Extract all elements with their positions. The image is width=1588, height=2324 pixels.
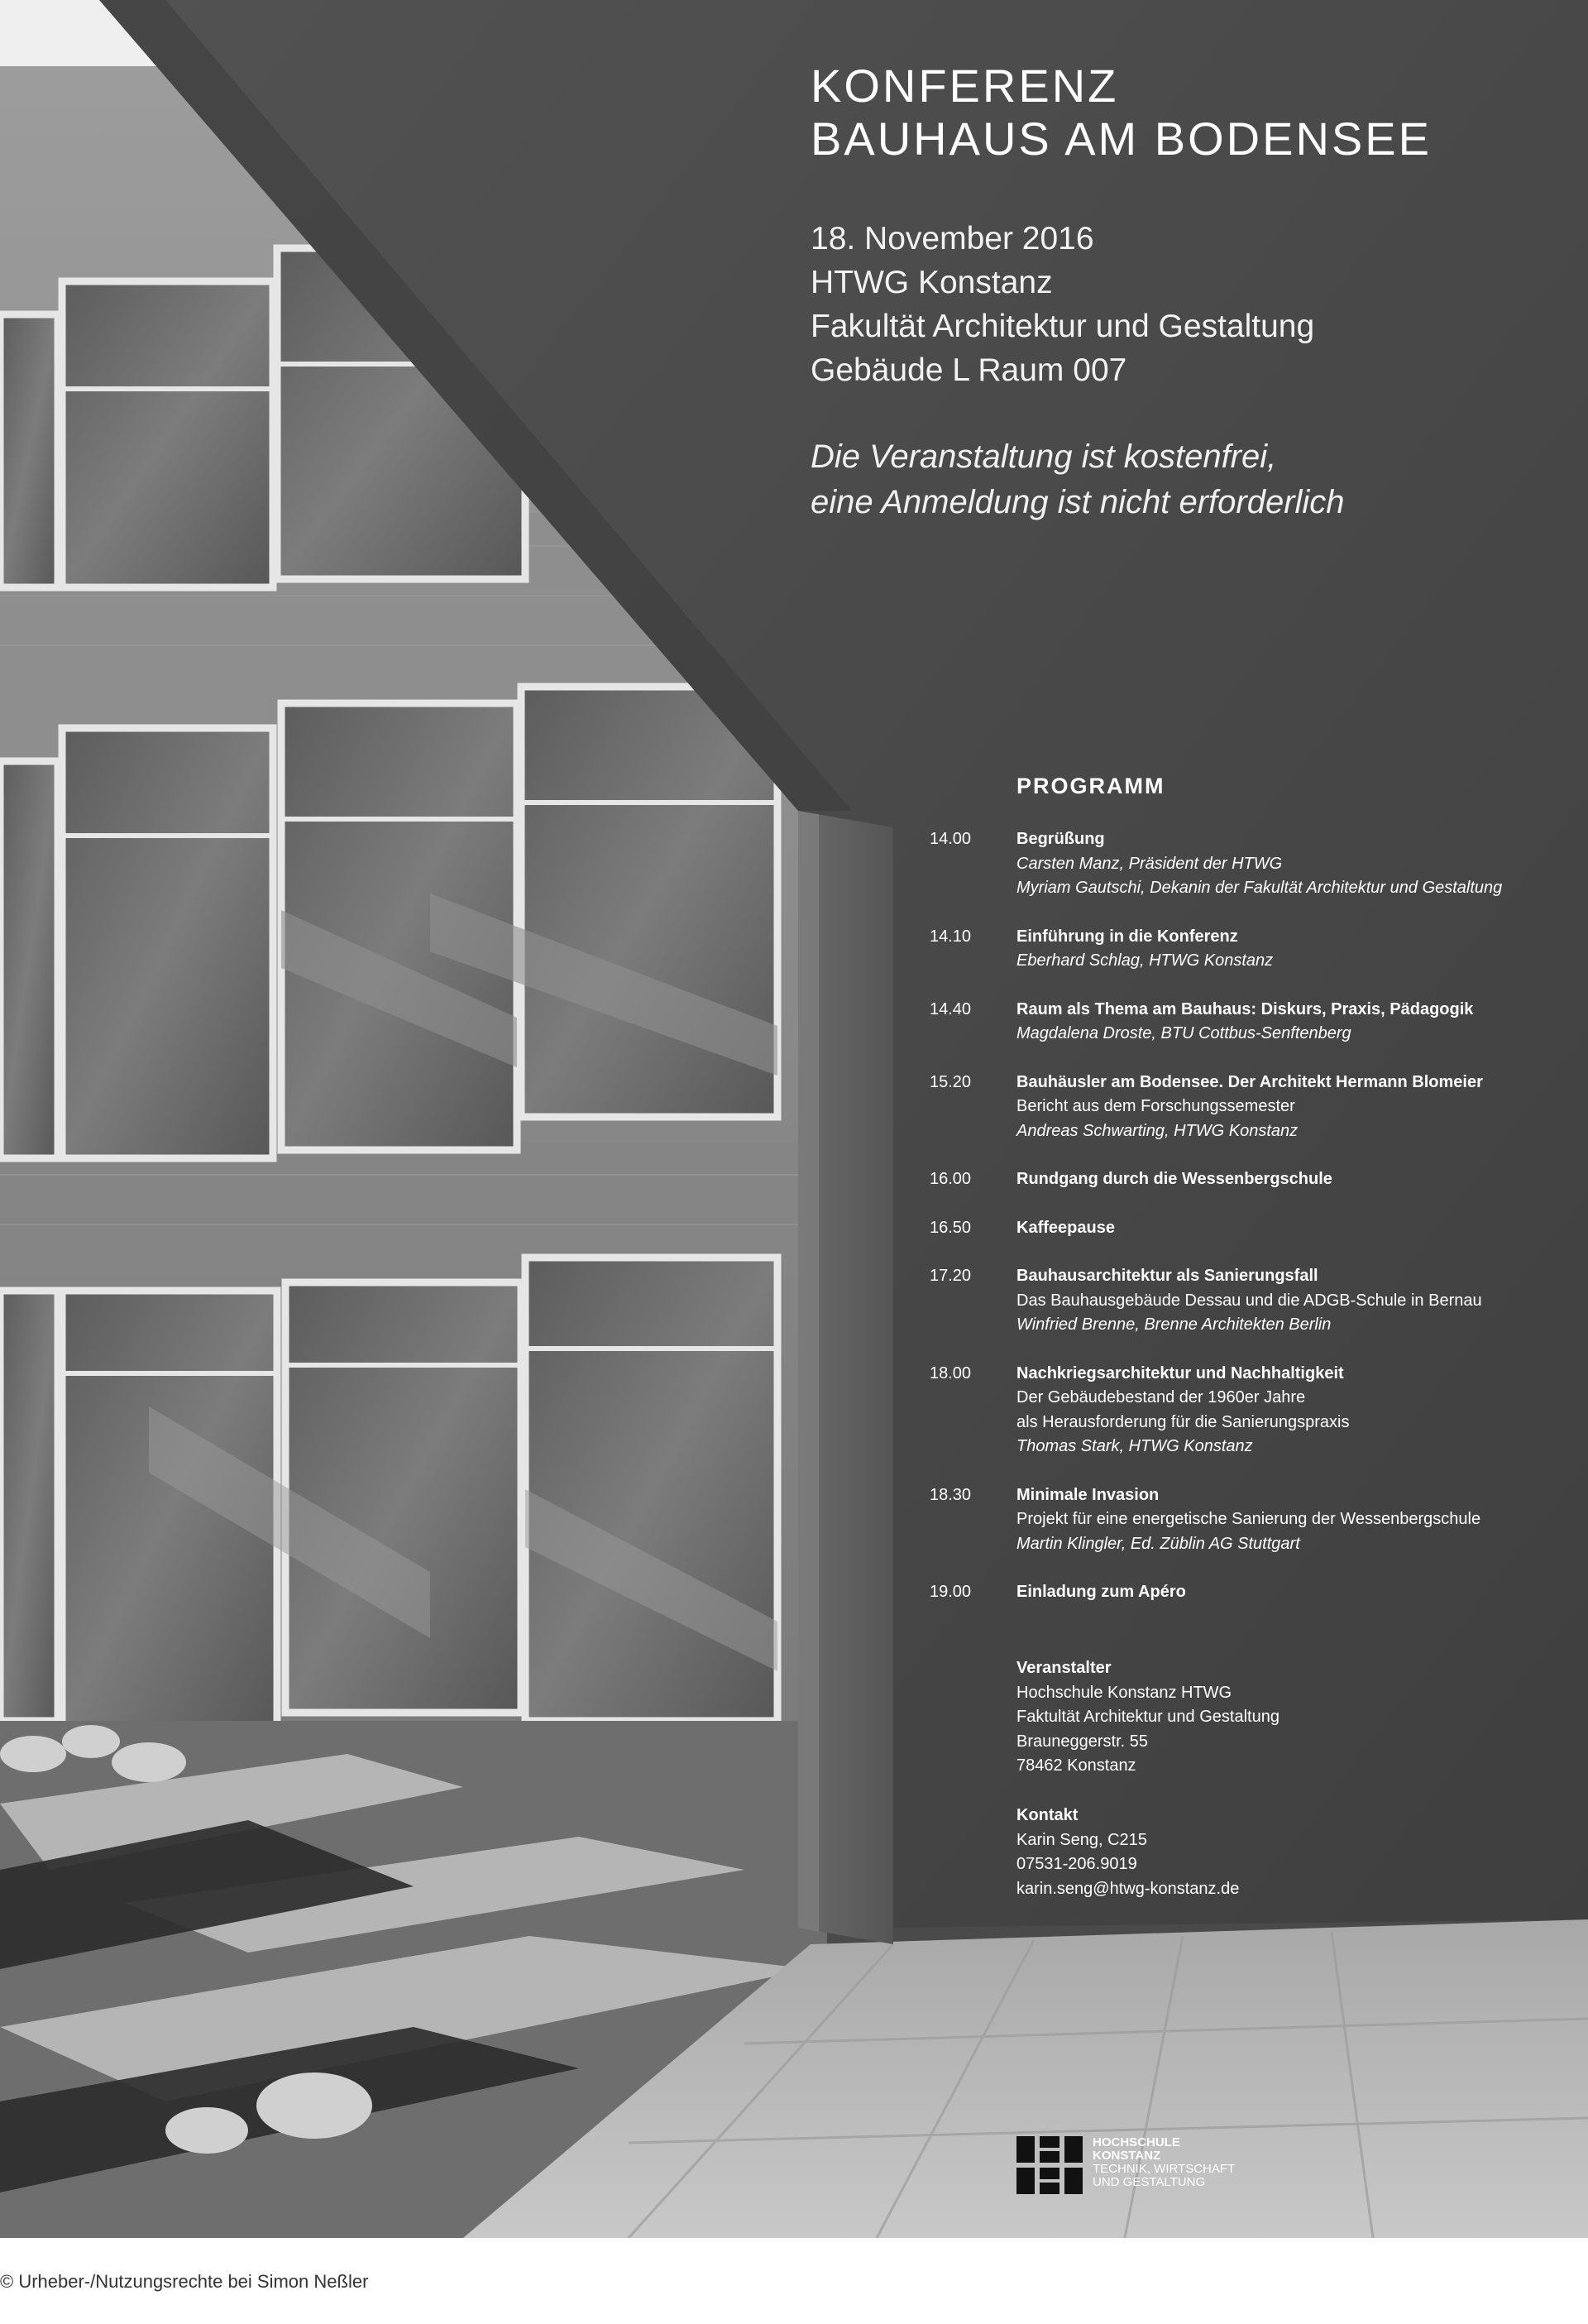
program-body	[1016, 1071, 1588, 1144]
program-speaker: Magdalena Droste, BTU Cottbus-Senftenberg	[1016, 1024, 1351, 1042]
contact-email: karin.seng@htwg-konstanz.de	[1016, 1879, 1240, 1898]
program-subtitle: als Herausforderung für die Sanierungspraxis	[1016, 1412, 1350, 1431]
program-item	[0, 1264, 1588, 1338]
program-body	[1016, 998, 1588, 1047]
htwg-logo-icon	[1016, 2136, 1083, 2194]
program-speaker: Eberhard Schlag, HTWG Konstanz	[1016, 951, 1274, 970]
program-title: Raum als Thema am Bauhaus: Diskurs, Praxis, Pädagogik	[1016, 999, 1474, 1018]
organizer-heading: Veranstalter	[1016, 1659, 1112, 1677]
contact-phone: 07531-206.9019	[1016, 1855, 1137, 1873]
program-title: Bauhausarchitektur als Sanierungsfall	[1016, 1267, 1318, 1285]
program-time: 18.30	[930, 1485, 972, 1504]
program-speaker: Thomas Stark, HTWG Konstanz	[1016, 1437, 1253, 1455]
program-speaker: Winfried Brenne, Brenne Architekten Berlin	[1016, 1315, 1332, 1334]
program-body	[1016, 1580, 1588, 1605]
program-list	[0, 827, 1588, 1629]
program-subtitle: Der Gebäudebestand der 1960er Jahre	[1016, 1388, 1306, 1406]
program-body	[1016, 1362, 1588, 1459]
event-faculty: Fakultät Architektur und Gestaltung	[811, 309, 1315, 344]
program-time: 14.40	[930, 999, 972, 1018]
program-time: 15.20	[930, 1072, 972, 1091]
program-title: Einladung zum Apéro	[1016, 1583, 1186, 1601]
program-time: 14.10	[930, 927, 972, 946]
event-info	[811, 217, 1314, 392]
program-subtitle: Projekt für eine energetische Sanierung der Wessenbergschule	[1016, 1510, 1481, 1528]
program-item	[0, 925, 1588, 974]
program-time: 16.00	[930, 1170, 972, 1188]
program-title: Bauhäusler am Bodensee. Der Architekt Hermann Blomeier	[1016, 1072, 1483, 1091]
program-speaker: Carsten Manz, Präsident der HTWG	[1016, 854, 1283, 873]
title-line-2: BAUHAUS AM BODENSEE	[811, 113, 1432, 165]
admission-note	[811, 434, 1345, 525]
program-time: 16.50	[930, 1218, 972, 1237]
program-time: 19.00	[930, 1583, 972, 1601]
organizer-city: 78462 Konstanz	[1016, 1756, 1136, 1775]
organizer-name: Hochschule Konstanz HTWG	[1016, 1683, 1232, 1702]
logo-wordmark	[1093, 2136, 1235, 2189]
program-speaker: Andreas Schwarting, HTWG Konstanz	[1016, 1121, 1299, 1140]
note-line-1: Die Veranstaltung ist kostenfrei,	[811, 438, 1277, 475]
event-room: Gebäude L Raum 007	[811, 352, 1127, 388]
logo-line-4: UND GESTALTUNG	[1093, 2175, 1206, 2189]
program-time: 17.20	[930, 1267, 972, 1285]
program-title: Einführung in die Konferenz	[1016, 927, 1238, 946]
program-speaker: Myriam Gautschi, Dekanin der Fakultät Architektur und Gestaltung	[1016, 879, 1503, 897]
logo-line-1: HOCHSCHULE	[1093, 2135, 1180, 2149]
contact-name: Karin Seng, C215	[1016, 1830, 1147, 1849]
program-item	[0, 1071, 1588, 1144]
contact-block	[1016, 1804, 1239, 1901]
event-date: 18. November 2016	[811, 221, 1094, 256]
program-time: 18.00	[930, 1363, 972, 1382]
contact-heading: Kontakt	[1016, 1806, 1079, 1824]
program-speaker: Martin Klingler, Ed. Züblin AG Stuttgart	[1016, 1534, 1300, 1553]
program-title: Begrüßung	[1016, 830, 1105, 848]
program-time: 14.00	[930, 830, 972, 848]
program-item	[0, 1362, 1588, 1459]
program-body	[1016, 925, 1588, 974]
program-item	[0, 998, 1588, 1047]
logo-line-2: KONSTANZ	[1093, 2149, 1161, 2163]
event-venue: HTWG Konstanz	[811, 265, 1053, 300]
organizer-block	[1016, 1656, 1279, 1779]
program-heading: PROGRAMM	[1016, 774, 1165, 798]
program-item	[0, 827, 1588, 901]
program-item	[0, 1580, 1588, 1605]
program-item	[0, 1167, 1588, 1192]
program-body	[1016, 1483, 1588, 1557]
program-subtitle: Bericht aus dem Forschungssemester	[1016, 1097, 1295, 1115]
program-body	[1016, 827, 1588, 901]
program-item	[0, 1483, 1588, 1557]
program-title: Minimale Invasion	[1016, 1485, 1160, 1504]
program-title: Kaffeepause	[1016, 1218, 1115, 1237]
conference-title	[811, 60, 1432, 165]
program-title: Rundgang durch die Wessenbergschule	[1016, 1170, 1332, 1188]
program-title: Nachkriegsarchitektur und Nachhaltigkeit	[1016, 1363, 1344, 1382]
note-line-2: eine Anmeldung ist nicht erforderlich	[811, 484, 1345, 520]
program-subtitle: Das Bauhausgebäude Dessau und die ADGB-Schule in Bernau	[1016, 1291, 1482, 1310]
title-line-1: KONFERENZ	[811, 60, 1119, 112]
program-body	[1016, 1167, 1588, 1192]
organizer-street: Brauneggerstr. 55	[1016, 1732, 1148, 1751]
organizer-faculty: Faktultät Architektur und Gestaltung	[1016, 1708, 1279, 1726]
logo-line-3: TECHNIK, WIRTSCHAFT	[1093, 2162, 1236, 2176]
program-item	[0, 1216, 1588, 1241]
program-body	[1016, 1264, 1588, 1338]
copyright-notice: © Urheber-/Nutzungsrechte bei Simon Neßler	[0, 2271, 369, 2292]
program-body	[1016, 1216, 1588, 1241]
